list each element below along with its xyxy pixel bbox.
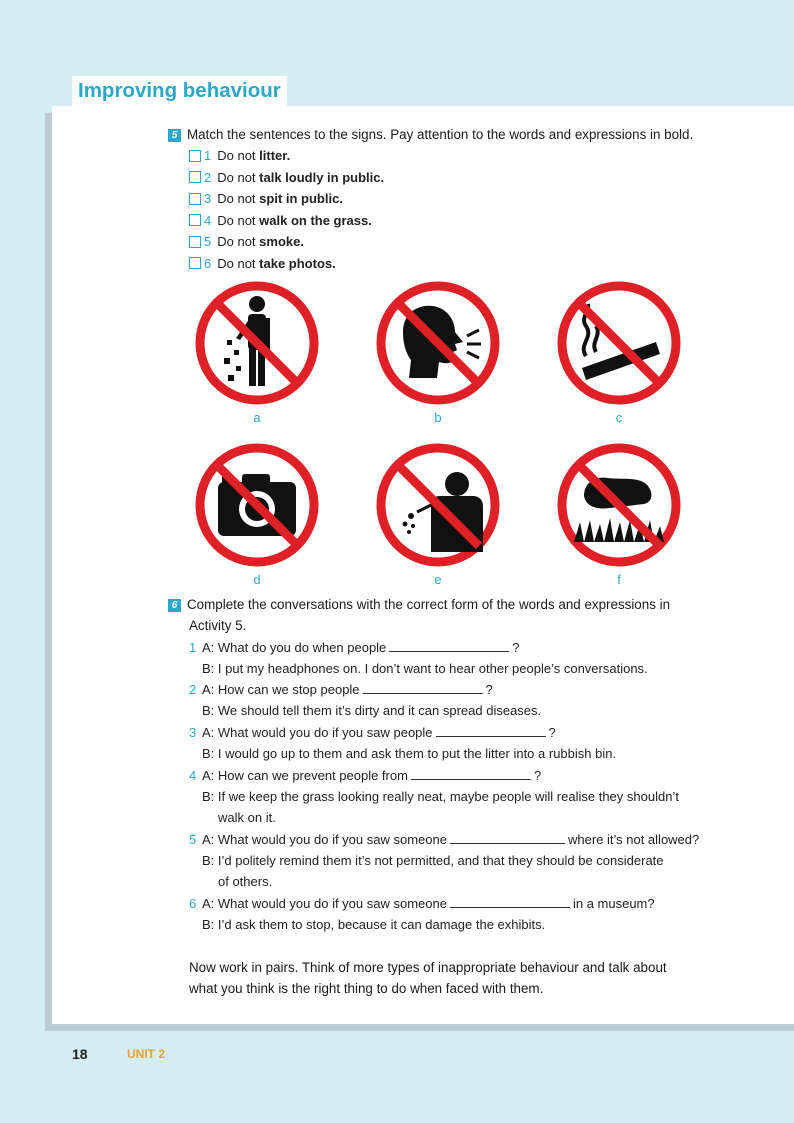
item-prefix: Do not [217,212,260,228]
sign-label: b [434,410,442,425]
conversation-1-b: B: I put my headphones on. I don’t want to hear other people’s conversations. [202,661,648,676]
checkbox[interactable] [189,171,201,183]
item-bold-text: walk on the grass. [259,212,372,228]
list-item [189,231,384,253]
no-photos-sign [194,442,320,568]
item-number: 1 [204,148,212,163]
conversation-5-b: B: I’d politely remind them it’s not permitted, and that they should be considerate [202,853,664,868]
item-bold-text: take photos. [259,255,336,271]
line-text: A: What would you do if you saw someone [202,896,447,911]
item-prefix: Do not [217,169,260,185]
sentence-list [189,145,384,274]
unit-label: UNIT 2 [127,1047,166,1061]
item-prefix: Do not [217,148,260,163]
page-title: Improving behaviour [72,76,287,106]
conversation-number: 5 [189,832,197,847]
answer-blank[interactable] [363,681,483,694]
line-text: A: How can we prevent people from [202,768,408,783]
item-prefix: Do not [217,234,260,249]
item-bold-text: spit in public. [259,191,343,206]
sign-label: e [434,572,442,587]
list-item [189,145,384,167]
answer-blank[interactable] [450,895,570,908]
conversation-number: 1 [189,640,197,655]
conversation-5-a [189,829,699,850]
sign-label: d [253,572,261,587]
item-number: 4 [204,212,212,228]
list-item [189,253,384,275]
conversation-number: 3 [189,725,197,740]
list-item [189,210,384,232]
checkbox[interactable] [189,257,201,269]
pairwork-line-2: what you think is the right thing to do when faced with them. [189,981,544,996]
checkbox[interactable] [189,236,201,248]
item-bold-text: smoke. [259,234,304,249]
conversation-5-b-cont: of others. [218,874,273,889]
list-item [189,167,384,189]
checkbox[interactable] [189,150,201,162]
activity-number-badge: 5 [168,129,181,142]
no-spitting-sign [375,280,501,406]
item-number: 3 [204,191,212,206]
conversation-6-b: B: I’d ask them to stop, because it can damage the exhibits. [202,917,546,932]
page-number: 18 [72,1046,88,1062]
instruction-text: Match the sentences to the signs. Pay attention to the words and expressions in bold. [187,127,694,142]
item-number: 5 [204,234,212,249]
sign-label: a [253,410,261,425]
no-smoking-sign [556,280,682,406]
no-loud-talking-sign [375,442,501,568]
sign-label: f [617,572,621,587]
item-number: 6 [204,255,212,271]
line-end: ? [548,725,556,740]
item-bold-text: talk loudly in public. [259,169,385,185]
conversation-4-b-cont: walk on it. [218,810,276,825]
item-number: 2 [204,169,212,185]
line-end: ? [485,682,493,697]
item-bold-text: litter. [259,148,291,163]
list-item [189,188,384,210]
conversation-2-b: B: We should tell them it’s dirty and it can spread diseases. [202,703,542,718]
conversation-3-b: B: I would go up to them and ask them to put the litter into a rubbish bin. [202,746,617,761]
answer-blank[interactable] [436,724,546,737]
no-littering-sign [194,280,320,406]
conversation-number: 4 [189,768,197,783]
line-text: A: What would you do if you saw people [202,725,433,740]
line-text: A: What do you do when people [202,640,387,655]
conversation-number: 6 [189,896,197,911]
instruction-text: Complete the conversations with the correct form of the words and expressions in [187,597,671,612]
conversation-3-a [189,722,556,743]
line-end: ? [512,640,520,655]
line-text: A: What would you do if you saw someone [202,832,447,847]
pairwork-line-1: Now work in pairs. Think of more types of inappropriate behaviour and talk about [189,960,667,975]
line-end: in a museum? [572,896,655,911]
answer-blank[interactable] [389,639,509,652]
activity-5-instruction [168,124,693,145]
line-end: where it’s not allowed? [567,832,700,847]
sign-label: c [615,410,623,425]
conversation-number: 2 [189,682,197,697]
answer-blank[interactable] [450,831,565,844]
activity-number-badge: 6 [168,599,181,612]
item-prefix: Do not [217,191,260,206]
item-prefix: Do not [217,255,260,271]
conversation-4-a [189,765,541,786]
checkbox[interactable] [189,214,201,226]
answer-blank[interactable] [411,767,531,780]
line-end: ? [533,768,542,783]
activity-6-instruction [168,594,670,615]
instruction-text-line2: Activity 5. [189,618,247,633]
conversation-4-b: B: If we keep the grass looking really neat, maybe people will realise they shouldn’t [202,789,679,804]
conversation-6-a [189,893,655,914]
line-text: A: How can we stop people [202,682,360,697]
pairwork-instruction [189,957,729,999]
conversation-2-a [189,679,493,700]
conversation-1-a [189,637,520,658]
checkbox[interactable] [189,193,201,205]
no-walking-on-grass-sign [556,442,682,568]
